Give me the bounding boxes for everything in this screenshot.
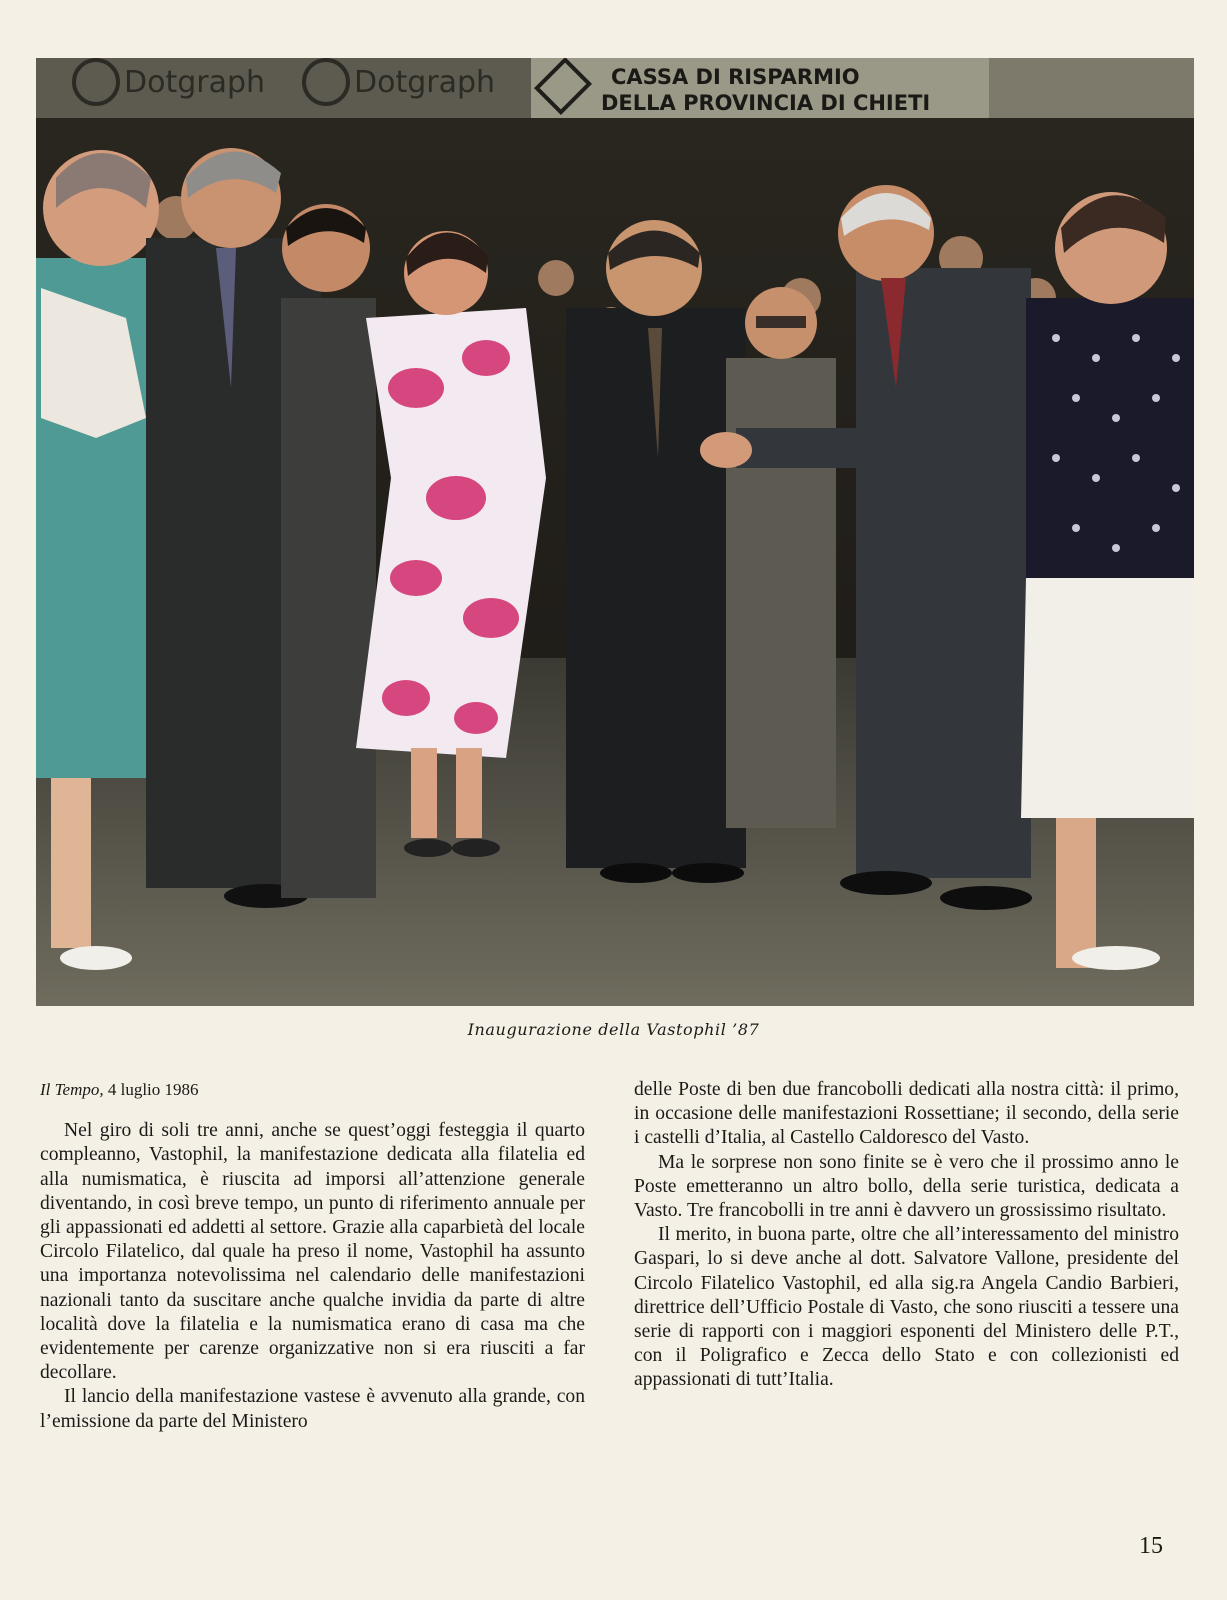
banner-middle-text: Dotgraph	[354, 65, 496, 100]
article-paragraph: Il lancio della manifestazione vastese è avvenuto alla grande, con l’emissione da parte del Ministero	[40, 1386, 585, 1432]
man-sunglasses	[726, 287, 836, 828]
handshake	[700, 432, 752, 468]
article-date: 4 luglio 1986	[107, 1080, 199, 1099]
article-source	[40, 1078, 585, 1102]
article-column-left	[40, 1078, 585, 1434]
article-paragraph-continued: delle Poste di ben due francobolli dedicati alla nostra città: il primo, in occasione delle manifestazioni Rossettiane; il secondo, della serie i castelli d’Italia, al Castello Caldoresco del Vasto.	[634, 1079, 1179, 1149]
photo-illustration	[36, 58, 1194, 1006]
page-number: 15	[1139, 1533, 1163, 1559]
banner-right-line2: DELLA PROVINCIA DI CHIETI	[601, 91, 931, 115]
article-paragraph: Nel giro di soli tre anni, anche se quest’oggi festeggia il quarto compleanno, Vastophil, la manifestazione dedicata alla filatelia ed alla numismatica, è riuscita ad imporsi all’attenzione generale diventando, in così breve tempo, un punto di riferimento annuale per gli appassionati ed addetti al settore. Grazie alla caparbietà del locale Circolo Filatelico, dal quale ha preso il nome, Vastophil ha assunto una importanza notevolissima nel calendario delle manifestazioni nazionali tanto da suscitare anche qualche invidia da parte di altre località dove la filatelia e la numismatica erano di casa ma che evidentemente per carenze organizzative non si era riusciti a far decollare.	[40, 1120, 585, 1384]
man-dark-hair	[281, 204, 376, 898]
photo-caption: Inaugurazione della Vastophil ’87	[467, 1020, 760, 1039]
article-column-right	[634, 1078, 1179, 1393]
banner-left-text: Dotgraph	[124, 65, 266, 100]
banner-right-line1: CASSA DI RISPARMIO	[611, 65, 860, 89]
newspaper-name: Il Tempo,	[40, 1080, 104, 1099]
article-paragraph: Ma le sorprese non sono finite se è vero che il prossimo anno le Poste emetteranno un altro bollo, della serie turistica, dedicata a Vasto. Tre francobolli in tre anni è davvero un grossissimo risultato.	[634, 1151, 1179, 1222]
guest-of-honor	[566, 220, 746, 883]
inauguration-photo	[36, 58, 1194, 1006]
article-paragraph: Il merito, in buona parte, oltre che all’interessamento del ministro Gaspari, lo si deve anche al dott. Salvatore Vallone, presidente del Circolo Filatelico Vastophil, ed alla sig.ra Angela Candio Barbieri, direttrice dell’Ufficio Postale di Vasto, che sono riusciti a tessere una serie di rapporti con i maggiori esponenti del Ministero delle P.T., con il Poligrafico e Zecca dello Stato e con collezionisti ed appassionati di tutt’Italia.	[634, 1224, 1179, 1391]
